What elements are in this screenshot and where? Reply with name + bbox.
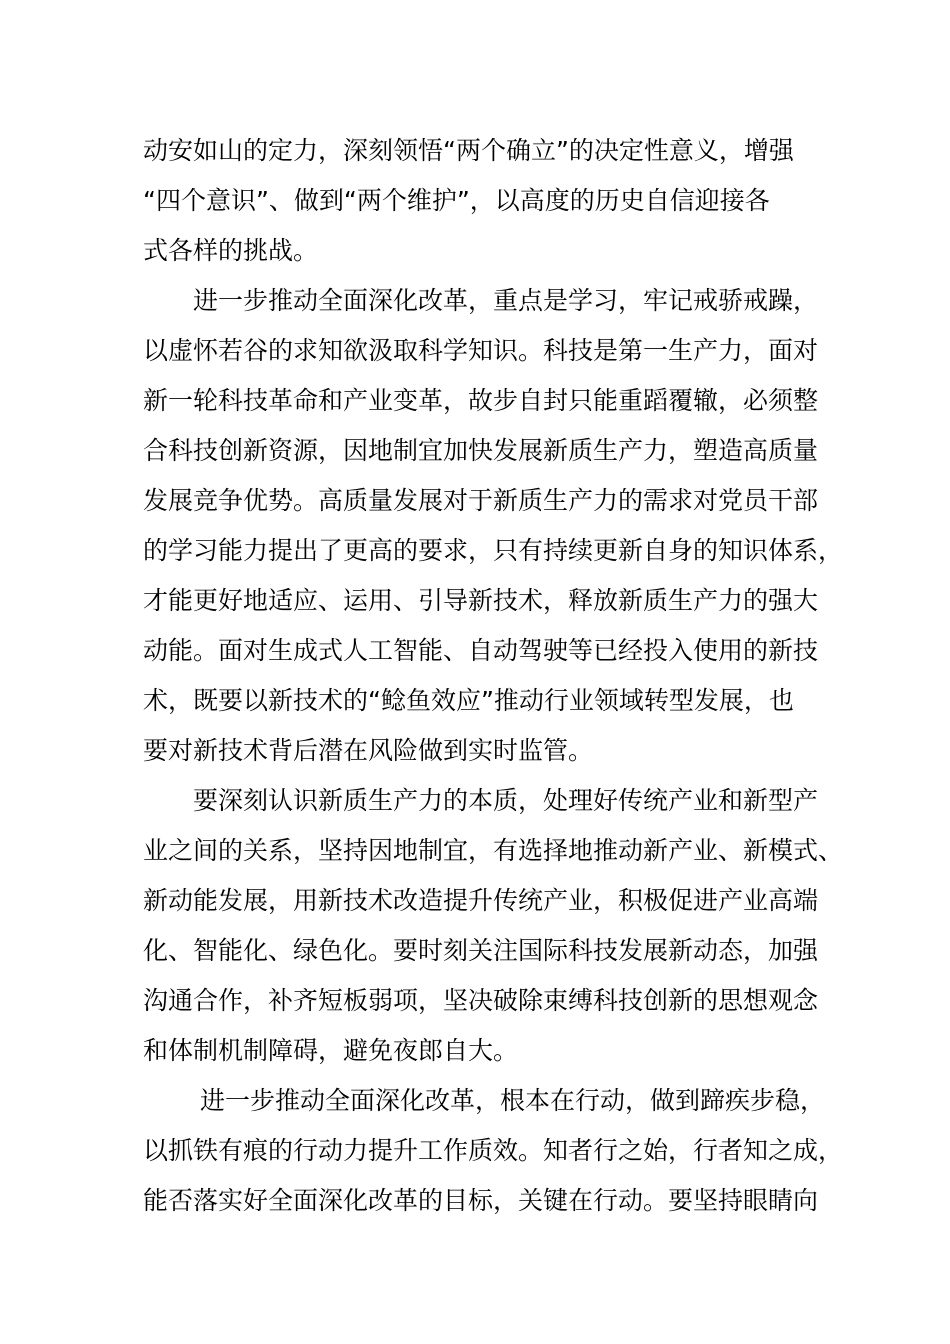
text-line: 要对新技术背后潜在风险做到实时监管。 [143, 736, 594, 765]
text-line: 和体制机制障碍，避免夜郎自大。 [143, 1036, 519, 1065]
paragraph-start-line: 要深刻认识新质生产力的本质，处理好传统产业和新型产 [193, 786, 819, 815]
text-line: 才能更好地适应、运用、引导新技术，释放新质生产力的强大 [143, 586, 819, 615]
text-line: 动安如山的定力，深刻领悟“两个确立”的决定性意义，增强 [143, 136, 794, 165]
text-line: 业之间的关系，坚持因地制宜，有选择地推动新产业、新模式、 [143, 836, 844, 865]
text-line: 以抓铁有痕的行动力提升工作质效。知者行之始，行者知之成， [143, 1136, 844, 1165]
text-line: 合科技创新资源，因地制宜加快发展新质生产力，塑造高质量 [143, 436, 819, 465]
text-line: 动能。面对生成式人工智能、自动驾驶等已经投入使用的新技 [143, 636, 819, 665]
text-line: 式各样的挑战。 [143, 236, 319, 265]
text-line: 新一轮科技革命和产业变革，故步自封只能重蹈覆辙，必须整 [143, 386, 819, 415]
paragraph-start-line: 进一步推动全面深化改革，根本在行动，做到蹄疾步稳， [200, 1086, 826, 1115]
text-line: “四个意识”、做到“两个维护”，以高度的历史自信迎接各 [143, 186, 770, 215]
text-line: 沟通合作，补齐短板弱项，坚决破除束缚科技创新的思想观念 [143, 986, 819, 1015]
text-line: 化、智能化、绿色化。要时刻关注国际科技发展新动态，加强 [143, 936, 819, 965]
text-line: 发展竞争优势。高质量发展对于新质生产力的需求对党员干部 [143, 486, 819, 515]
text-line: 新动能发展，用新技术改造提升传统产业，积极促进产业高端 [143, 886, 819, 915]
text-line: 术，既要以新技术的“鲶鱼效应”推动行业领域转型发展，也 [143, 686, 794, 715]
text-line: 能否落实好全面深化改革的目标，关键在行动。要坚持眼睛向 [143, 1186, 819, 1215]
text-line: 的学习能力提出了更高的要求，只有持续更新自身的知识体系， [143, 536, 844, 565]
text-line: 以虚怀若谷的求知欲汲取科学知识。科技是第一生产力，面对 [143, 336, 819, 365]
paragraph-start-line: 进一步推动全面深化改革，重点是学习，牢记戒骄戒躁， [193, 286, 819, 315]
